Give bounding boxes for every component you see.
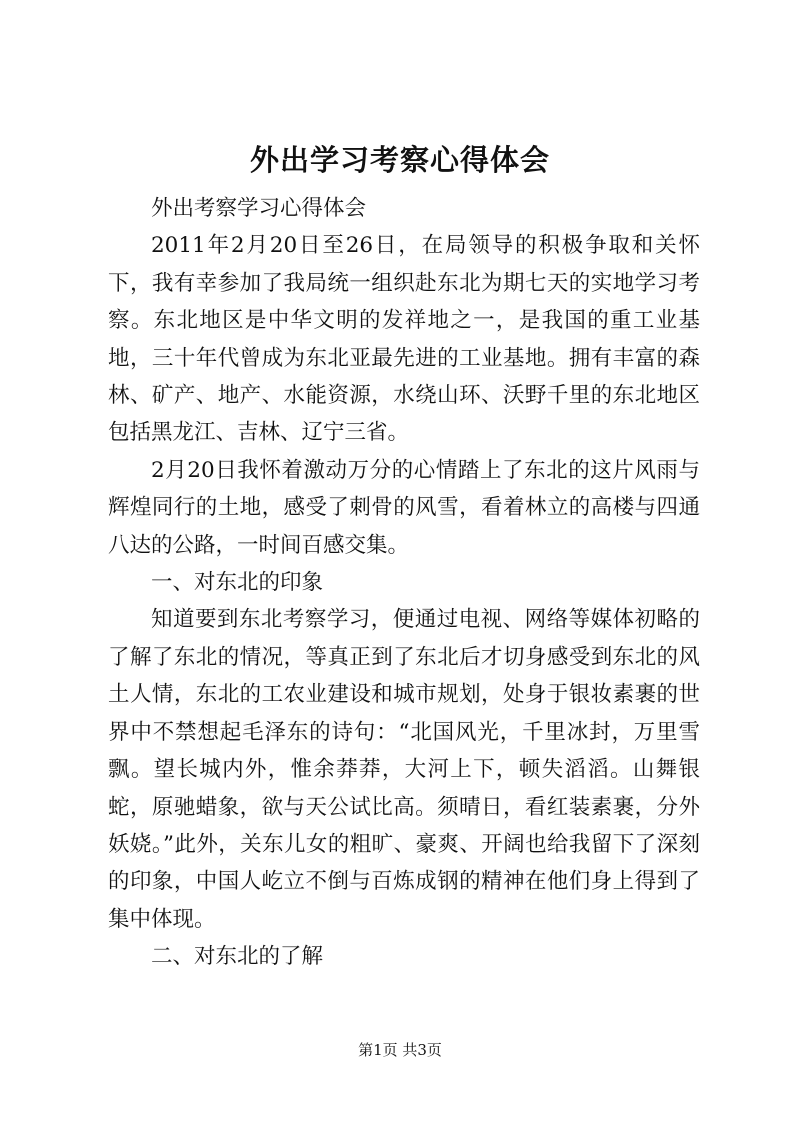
body-paragraph: 2011年2月20日至26日，在局领导的积极争取和关怀下，我有幸参加了我局统一组织赴东北为期七天的实地学习考察。东北地区是中华文明的发祥地之一，是我国的重工业基地，三十年代曾成为东北亚最先进的工业基地。拥有丰富的森林、矿产、地产、水能资源，水绕山环、沃野千里的东北地区包括黑龙江、吉林、辽宁三省。 bbox=[108, 233, 700, 446]
page-footer: 第1页 共3页 bbox=[358, 1041, 442, 1059]
subtitle-paragraph: 外出考察学习心得体会 bbox=[151, 196, 367, 221]
document-body bbox=[108, 190, 700, 976]
section-heading: 一、对东北的印象 bbox=[151, 570, 324, 596]
body-paragraph: 知道要到东北考察学习，便通过电视、网络等媒体初略的了解了东北的情况，等真正到了东北后才切身感受到东北的风土人情，东北的工农业建设和城市规划，处身于银妆素裹的世界中不禁想起毛泽东的诗句：“北国风光，千里冰封，万里雪飘。望长城内外，惟余莽莽，大河上下，顿失滔滔。山舞银蛇，原驰蜡象，欲与天公试比高。须晴日，看红装素裹，分外妖娆。”此外，关东儿女的粗旷、豪爽、开阔也给我留下了深刻的印象，中国人屹立不倒与百炼成钢的精神在他们身上得到了集中体现。 bbox=[108, 607, 700, 932]
body-paragraph: 2月20日我怀着激动万分的心情踏上了东北的这片风雨与辉煌同行的土地，感受了刺骨的风雪，看着林立的高楼与四通八达的公路，一时间百感交集。 bbox=[108, 457, 700, 558]
section-heading: 二、对东北的了解 bbox=[151, 944, 324, 970]
document-title: 外出学习考察心得体会 bbox=[249, 143, 550, 177]
